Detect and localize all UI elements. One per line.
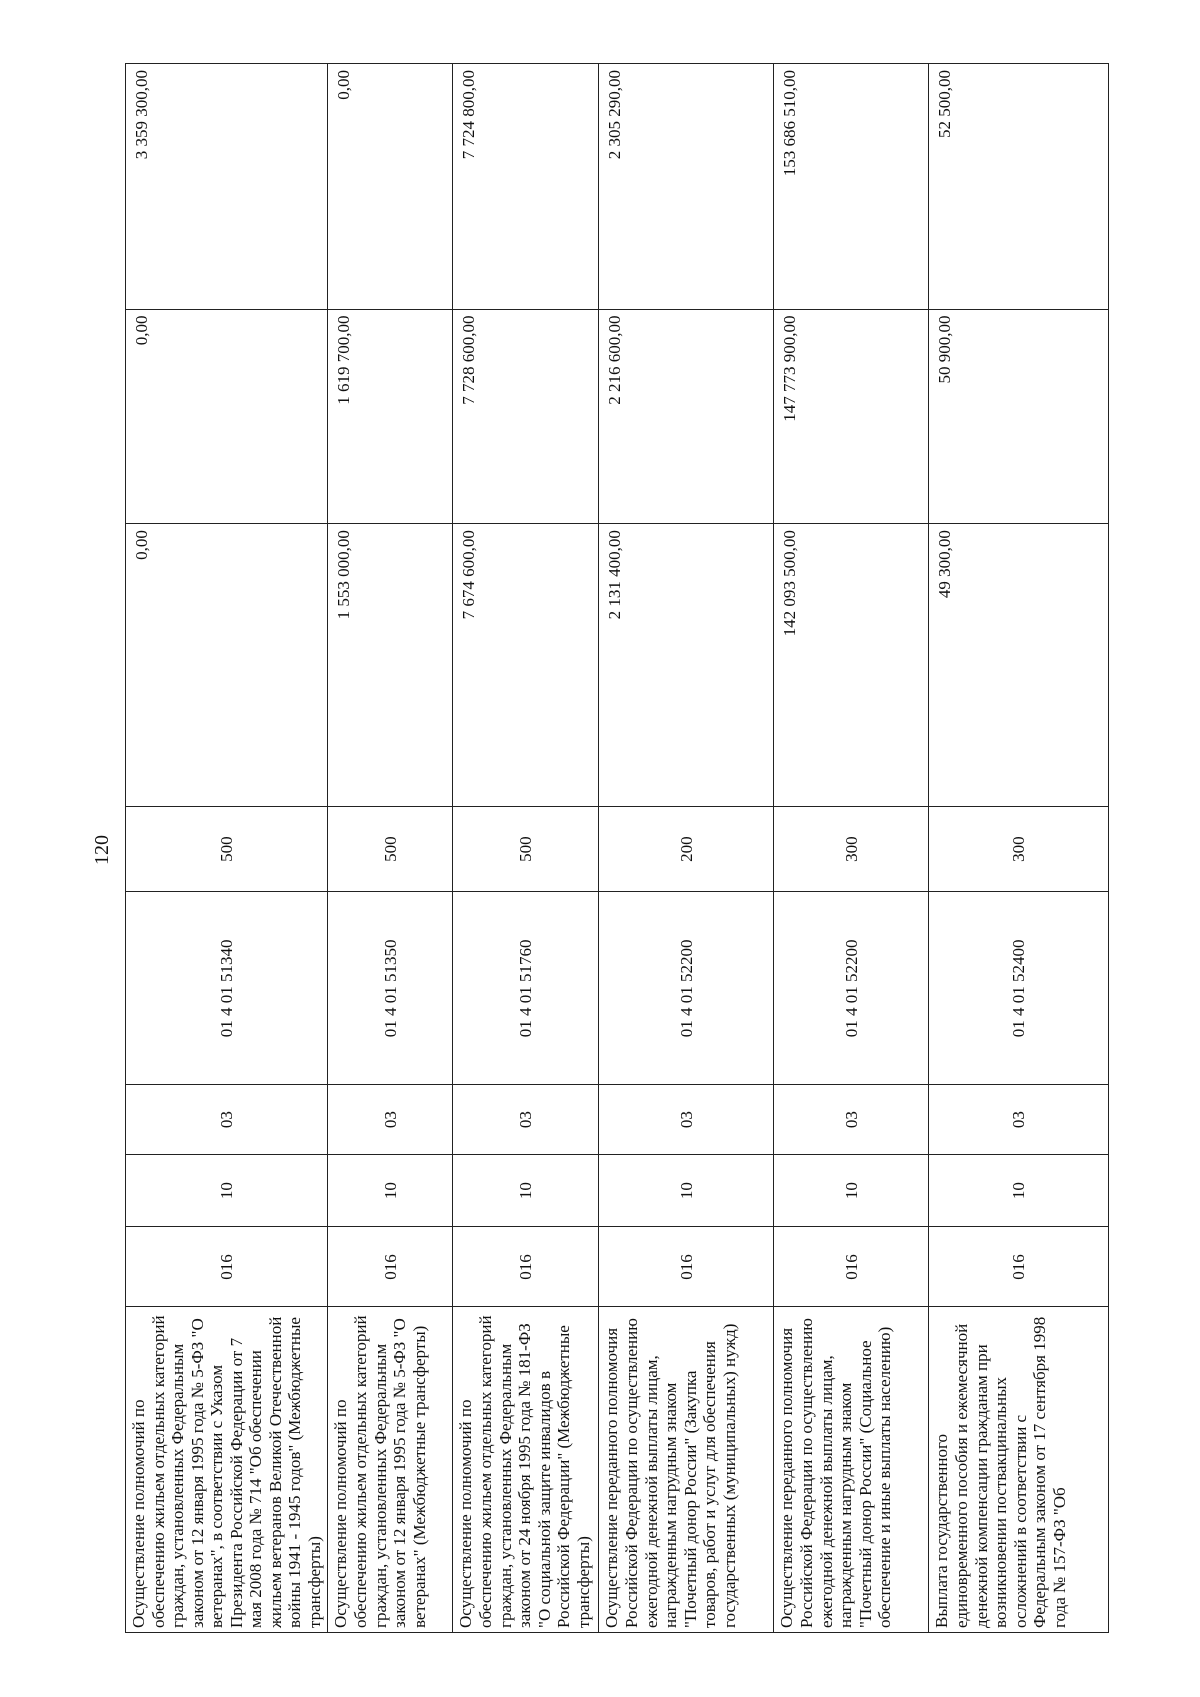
- row-target-article: 01 4 01 51340: [126, 892, 328, 1085]
- rotated-page-content: [125, 63, 1085, 1633]
- row-subsection: 03: [599, 1085, 774, 1154]
- row-section: 10: [126, 1154, 328, 1227]
- row-description: Осуществление полномочий по обеспечению жильем отдельных категорий граждан, установленных Федеральным законом от 12 января 1995 года № 5-ФЗ "О ветеранах", в соответствии с Указом Президента Российской Федерации от 7 мая 2008 года № 714 "Об обеспечении жильем ветеранов Великой Отечественной войны 1941 - 1945 годов" (Межбюджетные трансферты): [126, 1307, 328, 1633]
- row-target-article: 01 4 01 51350: [328, 892, 453, 1085]
- row-section: 10: [929, 1154, 1109, 1227]
- row-amount-3: 3 359 300,00: [126, 64, 328, 310]
- row-expense-type: 500: [126, 806, 328, 891]
- row-amount-2: 2 216 600,00: [599, 309, 774, 524]
- row-section: 10: [774, 1154, 929, 1227]
- table-row: [599, 64, 774, 1633]
- row-subsection: 03: [774, 1085, 929, 1154]
- row-description: Выплата государственного единовременного пособия и ежемесячной денежной компенсации гражданам при возникновении поствакцинальных осложнений в соответствии с Федеральным законом от 17 сентября 1998 года № 157-ФЗ "Об: [929, 1307, 1109, 1633]
- row-amount-3: 0,00: [328, 64, 453, 310]
- row-amount-1: 1 553 000,00: [328, 524, 453, 807]
- row-amount-2: 147 773 900,00: [774, 309, 929, 524]
- table-row: [328, 64, 453, 1633]
- row-amount-3: 153 686 510,00: [774, 64, 929, 310]
- row-grbs-code: 016: [774, 1227, 929, 1307]
- row-amount-3: 7 724 800,00: [453, 64, 599, 310]
- row-amount-1: 0,00: [126, 524, 328, 807]
- row-target-article: 01 4 01 51760: [453, 892, 599, 1085]
- table-row: [929, 64, 1109, 1633]
- row-amount-2: 1 619 700,00: [328, 309, 453, 524]
- row-section: 10: [328, 1154, 453, 1227]
- row-amount-2: 0,00: [126, 309, 328, 524]
- row-amount-3: 2 305 290,00: [599, 64, 774, 310]
- row-grbs-code: 016: [328, 1227, 453, 1307]
- row-amount-1: 49 300,00: [929, 524, 1109, 807]
- row-target-article: 01 4 01 52200: [599, 892, 774, 1085]
- row-subsection: 03: [929, 1085, 1109, 1154]
- row-amount-1: 7 674 600,00: [453, 524, 599, 807]
- row-expense-type: 500: [328, 806, 453, 891]
- row-description: Осуществление переданного полномочия Российской Федерации по осуществлению ежегодной денежной выплаты лицам, награжденным нагрудным знаком "Почетный донор России" (Закупка товаров, работ и услуг для обеспечения государственных (муниципальных) нужд): [599, 1307, 774, 1633]
- row-subsection: 03: [126, 1085, 328, 1154]
- row-section: 10: [453, 1154, 599, 1227]
- row-expense-type: 200: [599, 806, 774, 891]
- table-row: [453, 64, 599, 1633]
- row-subsection: 03: [453, 1085, 599, 1154]
- row-section: 10: [599, 1154, 774, 1227]
- row-target-article: 01 4 01 52400: [929, 892, 1109, 1085]
- row-amount-2: 50 900,00: [929, 309, 1109, 524]
- row-amount-3: 52 500,00: [929, 64, 1109, 310]
- row-description: Осуществление переданного полномочия Российской Федерации по осуществлению ежегодной денежной выплаты лицам, награжденным нагрудным знаком "Почетный донор России" (Социальное обеспечение и иные выплаты населению): [774, 1307, 929, 1633]
- row-subsection: 03: [328, 1085, 453, 1154]
- row-expense-type: 300: [929, 806, 1109, 891]
- row-grbs-code: 016: [453, 1227, 599, 1307]
- row-description: Осуществление полномочий по обеспечению жильем отдельных категорий граждан, установленных Федеральным законом от 24 ноября 1995 года № 181-ФЗ "О социальной защите инвалидов в Российской Федерации" (Межбюджетные трансферты): [453, 1307, 599, 1633]
- row-amount-1: 142 093 500,00: [774, 524, 929, 807]
- row-grbs-code: 016: [126, 1227, 328, 1307]
- row-expense-type: 300: [774, 806, 929, 891]
- row-amount-1: 2 131 400,00: [599, 524, 774, 807]
- table-row: [126, 64, 328, 1633]
- row-grbs-code: 016: [929, 1227, 1109, 1307]
- row-amount-2: 7 728 600,00: [453, 309, 599, 524]
- row-target-article: 01 4 01 52200: [774, 892, 929, 1085]
- row-description: Осуществление полномочий по обеспечению жильем отдельных категорий граждан, установленных Федеральным законом от 12 января 1995 года № 5-ФЗ "О ветеранах" (Межбюджетные трансферты): [328, 1307, 453, 1633]
- row-expense-type: 500: [453, 806, 599, 891]
- row-grbs-code: 016: [599, 1227, 774, 1307]
- page-number: 120: [91, 835, 113, 865]
- budget-table: [125, 63, 1109, 1633]
- table-row: [774, 64, 929, 1633]
